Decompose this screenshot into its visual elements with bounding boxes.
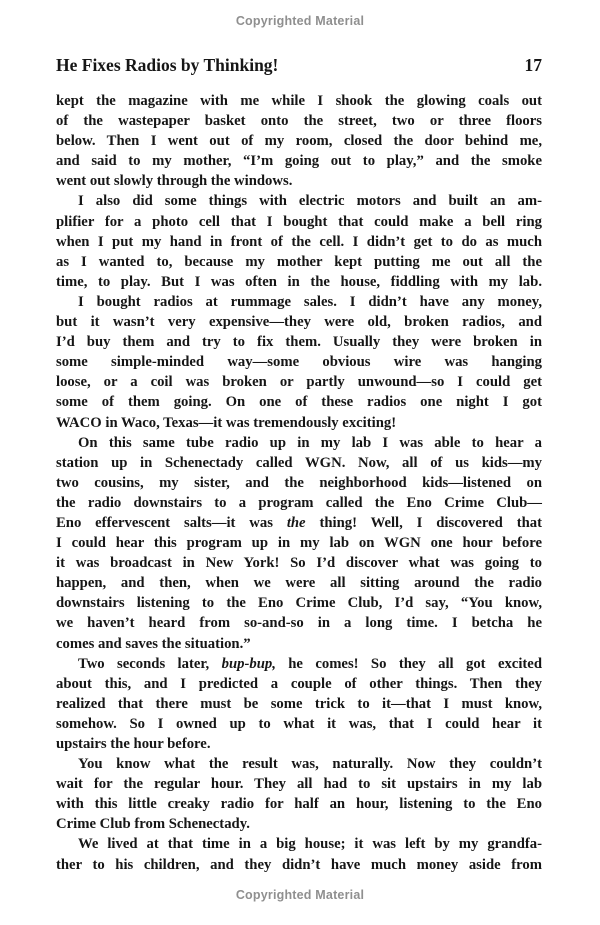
text-line: I could hear this program up in my lab on WGN one hour before xyxy=(56,535,542,552)
text-line: time, to play. But I was often in the house, fiddling with my lab. xyxy=(56,273,542,290)
text-line: You know what the result was, naturally. Now they couldn’t xyxy=(78,756,542,773)
text-line: Crime Club from Schenectady. xyxy=(56,816,250,833)
text-line: WACO in Waco, Texas—it was tremendously exciting! xyxy=(56,414,397,431)
text-line: some of them going. On one of these radios one night I got xyxy=(56,394,542,411)
text-line: we haven’t heard from so-and-so in a long time. I betcha he xyxy=(56,615,542,632)
text-line: somehow. So I owned up to what it was, that I could hear it xyxy=(56,715,542,732)
text-line: with this little creaky radio for half an hour, listening to the Eno xyxy=(56,796,542,813)
text-line: We lived at that time in a big house; it was left by my grandfa- xyxy=(78,836,542,853)
text-line: happen, and then, when we were all sitting around the radio xyxy=(56,575,542,592)
text-line: of the wastepaper basket onto the street, two or three floors xyxy=(56,113,542,130)
text-line: the radio downstairs to a program called the Eno Crime Club— xyxy=(56,494,542,511)
text-line: went out slowly through the windows. xyxy=(56,173,293,190)
text-line: station up in Schenectady called WGN. Now, all of us kids—my xyxy=(56,454,542,471)
paragraph xyxy=(56,433,542,654)
text-line: ther to his children, and they didn’t have much money aside from xyxy=(56,856,542,873)
paragraph xyxy=(56,191,542,291)
paragraph xyxy=(56,91,542,191)
text-line: On this same tube radio up in my lab I was able to hear a xyxy=(78,434,542,451)
text-line: I bought radios at rummage sales. I didn’t have any money, xyxy=(78,293,542,310)
text-line: downstairs listening to the Eno Crime Club, I’d say, “You know, xyxy=(56,595,542,612)
text-line: I also did some things with electric motors and built an am- xyxy=(78,193,542,210)
text-line: below. Then I went out of my room, closed the door behind me, xyxy=(56,133,542,150)
text-line: wait for the regular hour. They all had to sit upstairs in my lab xyxy=(56,776,542,793)
text-line: as I wanted to, because my mother kept putting me out all the xyxy=(56,253,542,270)
copyright-notice-top: Copyrighted Material xyxy=(235,14,365,28)
text-line: loose, or a coil was broken or partly unwound—so I could get xyxy=(56,374,542,391)
text-line: but it wasn’t very expensive—they were old, broken radios, and xyxy=(56,314,542,331)
text-line: some simple-minded way—some obvious wire was hanging xyxy=(56,354,542,371)
text-line: plifier for a photo cell that I bought that could make a bell ring xyxy=(56,213,542,230)
text-line: Two seconds later, bup-bup, he comes! So they all got excited xyxy=(78,655,542,672)
text-line: when I put my hand in front of the cell. I didn’t get to do as much xyxy=(56,233,542,250)
paragraph xyxy=(56,292,542,433)
text-line: kept the magazine with me while I shook the glowing coals out xyxy=(56,93,542,109)
text-line: about this, and I predicted a couple of other things. Then they xyxy=(56,675,542,692)
page-header xyxy=(56,55,542,76)
text-line: and said to my mother, “I’m going out to play,” and the smoke xyxy=(56,153,542,170)
text-line: two cousins, my sister, and the neighborhood kids—listened on xyxy=(56,474,542,491)
paragraph xyxy=(56,834,542,874)
text-line: it was broadcast in New York! So I’d discover what was going to xyxy=(56,555,542,572)
paragraph xyxy=(56,654,542,754)
copyright-notice-bottom: Copyrighted Material xyxy=(235,888,365,902)
text-line: upstairs the hour before. xyxy=(56,736,211,752)
chapter-title: He Fixes Radios by Thinking! xyxy=(56,55,279,75)
page-number: 17 xyxy=(524,55,542,75)
text-line: I’d buy them and try to fix them. Usually they were broken in xyxy=(56,334,542,351)
text-line: comes and saves the situation.” xyxy=(56,635,251,652)
text-line: realized that there must be some trick to it—that I must know, xyxy=(56,695,542,712)
body-text xyxy=(56,91,542,875)
text-line: Eno effervescent salts—it was the thing! Well, I discovered that xyxy=(56,514,542,531)
paragraph xyxy=(56,754,542,834)
